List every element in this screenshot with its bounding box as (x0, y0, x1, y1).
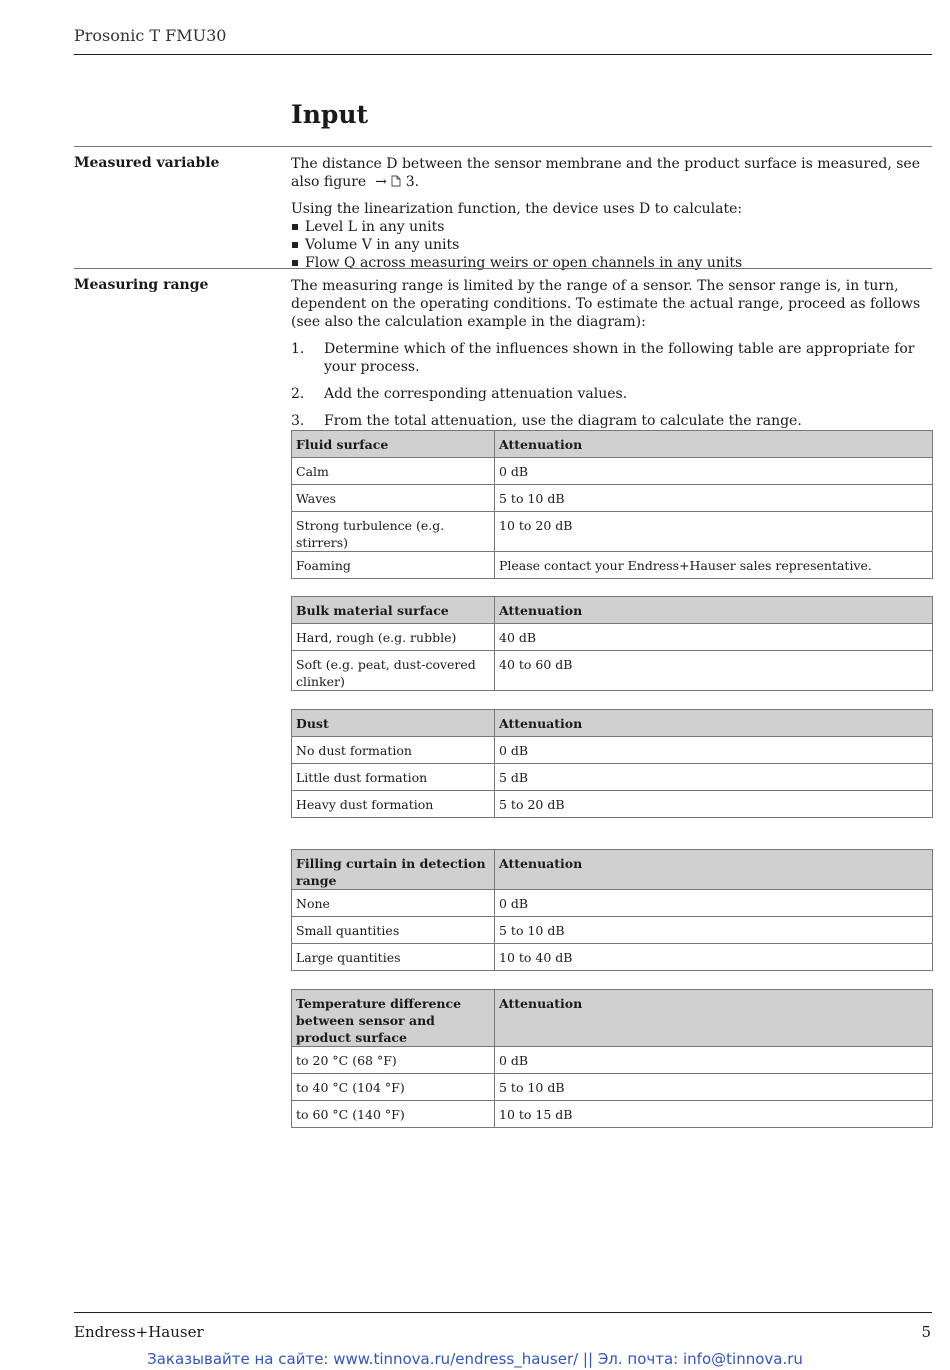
table-cell: 5 to 10 dB (495, 1074, 933, 1101)
measuring-range-intro: The measuring range is limited by the range of a sensor. The sensor range is, in turn, dependent on the operating conditions. To estimate the actual range, proceed as follows (see also the calculation example in the diagram): (291, 278, 921, 330)
table-header-row (292, 710, 933, 737)
column-header: Dust (292, 710, 495, 737)
table-row (292, 552, 933, 579)
column-header: Bulk material surface (292, 597, 495, 624)
table-cell: Heavy dust formation (292, 791, 495, 818)
table-cell: Foaming (292, 552, 495, 579)
calc-text: Using the linearization function, the device uses D to calculate: (291, 201, 743, 217)
measured-variable-label: Measured variable (74, 155, 220, 171)
divider (74, 268, 932, 269)
table-row (292, 485, 933, 512)
column-header: Fluid surface (292, 431, 495, 458)
table-header-row (292, 597, 933, 624)
table-cell: to 60 °C (140 °F) (292, 1101, 495, 1128)
step-number: 2. (291, 386, 305, 402)
step-text: Determine which of the influences shown in the following table are appropriate for your process. (324, 341, 915, 375)
table-cell: 40 to 60 dB (495, 651, 933, 691)
list-item: Flow Q across measuring weirs or open channels in any units (291, 254, 931, 272)
bulk-material-table (291, 596, 933, 691)
filling-curtain-table (291, 849, 933, 971)
step-number: 3. (291, 413, 305, 429)
column-header: Attenuation (495, 850, 933, 890)
measuring-range-label: Measuring range (74, 277, 209, 293)
column-header: Attenuation (495, 431, 933, 458)
table-row (292, 1047, 933, 1074)
table-cell: Strong turbulence (e.g. stirrers) (292, 512, 495, 552)
table-row (292, 512, 933, 552)
divider (74, 146, 932, 147)
table-cell: 5 to 10 dB (495, 917, 933, 944)
measuring-range-content (291, 277, 931, 439)
table-cell: 5 dB (495, 764, 933, 791)
step-text: Add the corresponding attenuation values. (324, 386, 628, 402)
header-rule (74, 54, 932, 55)
order-banner[interactable]: Заказывайте на сайте: www.tinnova.ru/endress_hauser/ || Эл. почта: info@tinnova.ru (147, 1350, 803, 1368)
table-row (292, 737, 933, 764)
column-header: Filling curtain in detection range (292, 850, 495, 890)
table-row (292, 1074, 933, 1101)
column-header: Attenuation (495, 597, 933, 624)
table-row (292, 890, 933, 917)
table-cell: 10 to 15 dB (495, 1101, 933, 1128)
footer-brand: Endress+Hauser (74, 1323, 204, 1341)
dust-table (291, 709, 933, 818)
table-cell: 40 dB (495, 624, 933, 651)
table-cell: to 20 °C (68 °F) (292, 1047, 495, 1074)
table-cell: 10 to 40 dB (495, 944, 933, 971)
arrow-right-icon: → (370, 174, 392, 190)
figure-reference: 3. (405, 174, 420, 190)
step-item (291, 385, 931, 403)
table-row (292, 764, 933, 791)
table-cell: Little dust formation (292, 764, 495, 791)
table-cell: None (292, 890, 495, 917)
table-row (292, 944, 933, 971)
column-header: Temperature difference between sensor and product surface (292, 990, 495, 1047)
procedure-steps (291, 340, 931, 430)
table-header-row (292, 850, 933, 890)
table-row (292, 1101, 933, 1128)
table-header-row (292, 990, 933, 1047)
measured-variable-content (291, 155, 931, 272)
table-cell: 5 to 10 dB (495, 485, 933, 512)
fluid-surface-table (291, 430, 933, 579)
table-cell: 0 dB (495, 890, 933, 917)
calculated-variables-list (291, 218, 931, 272)
table-cell: 10 to 20 dB (495, 512, 933, 552)
table-cell: Please contact your Endress+Hauser sales representative. (495, 552, 933, 579)
table-cell: No dust formation (292, 737, 495, 764)
column-header: Attenuation (495, 710, 933, 737)
table-row (292, 624, 933, 651)
table-cell: Soft (e.g. peat, dust-covered clinker) (292, 651, 495, 691)
step-number: 1. (291, 341, 305, 357)
table-cell: 0 dB (495, 458, 933, 485)
column-header: Attenuation (495, 990, 933, 1047)
step-item (291, 412, 931, 430)
table-cell: Small quantities (292, 917, 495, 944)
footer-rule (74, 1312, 932, 1313)
table-cell: Large quantities (292, 944, 495, 971)
table-header-row (292, 431, 933, 458)
page-number: 5 (921, 1323, 931, 1341)
table-cell: Waves (292, 485, 495, 512)
table-row (292, 651, 933, 691)
table-cell: Calm (292, 458, 495, 485)
table-row (292, 791, 933, 818)
table-cell: Hard, rough (e.g. rubble) (292, 624, 495, 651)
running-header: Prosonic T FMU30 (74, 26, 227, 45)
list-item: Volume V in any units (291, 236, 931, 254)
table-row (292, 458, 933, 485)
table-cell: 5 to 20 dB (495, 791, 933, 818)
list-item: Level L in any units (291, 218, 931, 236)
table-cell: 0 dB (495, 1047, 933, 1074)
temperature-difference-table (291, 989, 933, 1128)
page-reference-icon (391, 174, 401, 190)
section-title: Input (291, 100, 369, 129)
table-cell: to 40 °C (104 °F) (292, 1074, 495, 1101)
table-row (292, 917, 933, 944)
intro-paragraph (291, 155, 931, 191)
table-cell: 0 dB (495, 737, 933, 764)
step-text: From the total attenuation, use the diagram to calculate the range. (324, 413, 802, 429)
intro-text: The distance D between the sensor membrane and the product surface is measured, see also figure (291, 156, 921, 190)
step-item (291, 340, 931, 376)
